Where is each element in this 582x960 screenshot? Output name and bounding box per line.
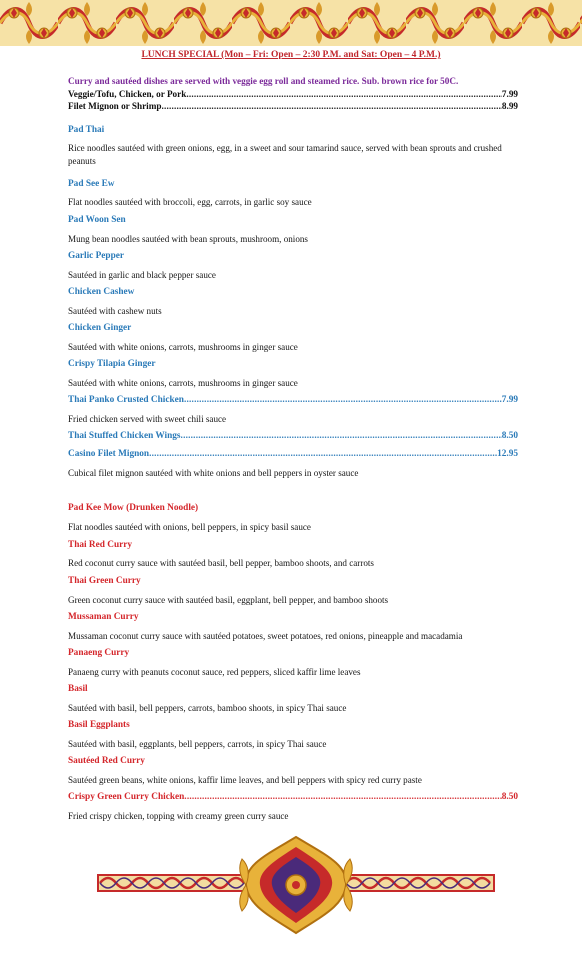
item-name-thai-red-curry: Thai Red Curry (68, 540, 133, 550)
item-desc-garlic-pepper: Sautéed in garlic and black pepper sauce (68, 270, 216, 280)
bottom-ornament-right-band (344, 875, 494, 891)
item-row-thai-panko (68, 395, 518, 406)
price-row-veggie (68, 88, 518, 101)
item-row-crispy-green-curry (68, 792, 518, 803)
item-desc-pad-kee-mow: Flat noodles sautéed with onions, bell peppers, in spicy basil sauce (68, 522, 311, 532)
item-row-casino-filet (68, 449, 518, 460)
item-name-thai-panko: Thai Panko Crusted Chicken (68, 395, 184, 405)
item-name-garlic-pepper: Garlic Pepper (68, 251, 125, 261)
item-name-pad-kee-mow: Pad Kee Mow (Drunken Noodle) (68, 503, 199, 513)
price-label: Filet Mignon or Shrimp (68, 101, 162, 111)
item-desc-basil: Sautéed with basil, bell peppers, carrots, bamboo shoots, in spicy Thai sauce (68, 703, 347, 713)
price-value: 7.99 (501, 88, 518, 99)
item-name-pad-see-ew: Pad See Ew (68, 179, 115, 189)
item-desc-pad-thai: Rice noodles sautéed with green onions, egg, in a sweet and sour tamarind sauce, served with bean sprouts and crushed peanuts (68, 143, 502, 166)
item-desc-pad-woon-sen: Mung bean noodles sautéed with bean sprouts, mushroom, onions (68, 234, 308, 244)
top-ornamental-border (0, 0, 582, 46)
item-name-casino-filet: Casino Filet Mignon (68, 449, 150, 459)
item-name-chicken-ginger: Chicken Ginger (68, 323, 132, 333)
lunch-special-title: LUNCH SPECIAL (Mon – Fri: Open – 2:30 P.M. and Sat: Open – 4 P.M.) (141, 50, 441, 60)
item-name-sauteed-red-curry: Sautéed Red Curry (68, 756, 145, 766)
leader-dots (162, 100, 502, 113)
item-desc-thai-panko: Fried chicken served with sweet chili sauce (68, 414, 227, 424)
intro-note: Curry and sautéed dishes are served with veggie egg roll and steamed rice. Sub. brown rice for 50C. (68, 76, 459, 86)
price-label: Veggie/Tofu, Chicken, or Pork (68, 88, 187, 99)
item-desc-panaeng-curry: Panaeng curry with peanuts coconut sauce, red peppers, sliced kaffir lime leaves (68, 667, 361, 677)
item-price-crispy-green-curry: 8.50 (501, 792, 518, 802)
item-row-stuffed-wings (68, 431, 518, 442)
leader-dots (181, 431, 502, 442)
item-price-casino-filet: 12.95 (497, 449, 518, 459)
item-name-stuffed-wings: Thai Stuffed Chicken Wings (68, 431, 181, 441)
item-desc-chicken-cashew: Sautéed with cashew nuts (68, 306, 162, 316)
item-desc-chicken-ginger: Sautéed with white onions, carrots, mushrooms in ginger sauce (68, 342, 298, 352)
item-name-pad-thai: Pad Thai (68, 125, 105, 135)
item-desc-pad-see-ew: Flat noodles sautéed with broccoli, egg, carrots, in garlic soy sauce (68, 197, 312, 207)
intro-block (68, 75, 518, 113)
leader-dots (149, 449, 497, 460)
item-name-thai-green-curry: Thai Green Curry (68, 576, 141, 586)
item-desc-sauteed-red-curry: Sautéed green beans, white onions, kaffir lime leaves, and bell peppers with spicy red curry paste (68, 775, 422, 785)
price-row-filet (68, 100, 518, 113)
item-name-crispy-green-curry: Crispy Green Curry Chicken (68, 792, 185, 802)
item-desc-crispy-tilapia-ginger: Sautéed with white onions, carrots, mushrooms in ginger sauce (68, 378, 298, 388)
leader-dots (184, 395, 502, 406)
item-name-panaeng-curry: Panaeng Curry (68, 648, 130, 658)
item-desc-basil-eggplants: Sautéed with basil, eggplants, bell peppers, carrots, in spicy Thai sauce (68, 739, 327, 749)
bottom-ornament-left-band (98, 875, 248, 891)
item-name-mussaman-curry: Mussaman Curry (68, 612, 139, 622)
leader-dots (184, 792, 501, 803)
item-desc-casino-filet: Cubical filet mignon sautéed with white onions and bell peppers in oyster sauce (68, 468, 359, 478)
item-name-basil: Basil (68, 684, 88, 694)
item-desc-thai-red-curry: Red coconut curry sauce with sautéed basil, bell pepper, bamboo shoots, and carrots (68, 558, 374, 568)
item-price-stuffed-wings: 8.50 (501, 431, 518, 441)
item-name-crispy-tilapia-ginger: Crispy Tilapia Ginger (68, 359, 156, 369)
price-value: 8.99 (501, 101, 518, 111)
leader-dots (186, 88, 502, 101)
bottom-ornament-center-motif (240, 837, 353, 933)
bottom-ornament (96, 835, 496, 935)
item-desc-mussaman-curry: Mussaman coconut curry sauce with sautéed potatoes, sweet potatoes, red onions, pineapple and macadamia (68, 631, 463, 641)
item-name-chicken-cashew: Chicken Cashew (68, 287, 135, 297)
item-price-thai-panko: 7.99 (501, 395, 518, 405)
item-desc-thai-green-curry: Green coconut curry sauce with sautéed basil, eggplant, bell pepper, and bamboo shoots (68, 595, 389, 605)
item-name-pad-woon-sen: Pad Woon Sen (68, 215, 126, 225)
item-name-basil-eggplants: Basil Eggplants (68, 720, 130, 730)
item-desc-crispy-green-curry: Fried crispy chicken, topping with creamy green curry sauce (68, 811, 289, 821)
